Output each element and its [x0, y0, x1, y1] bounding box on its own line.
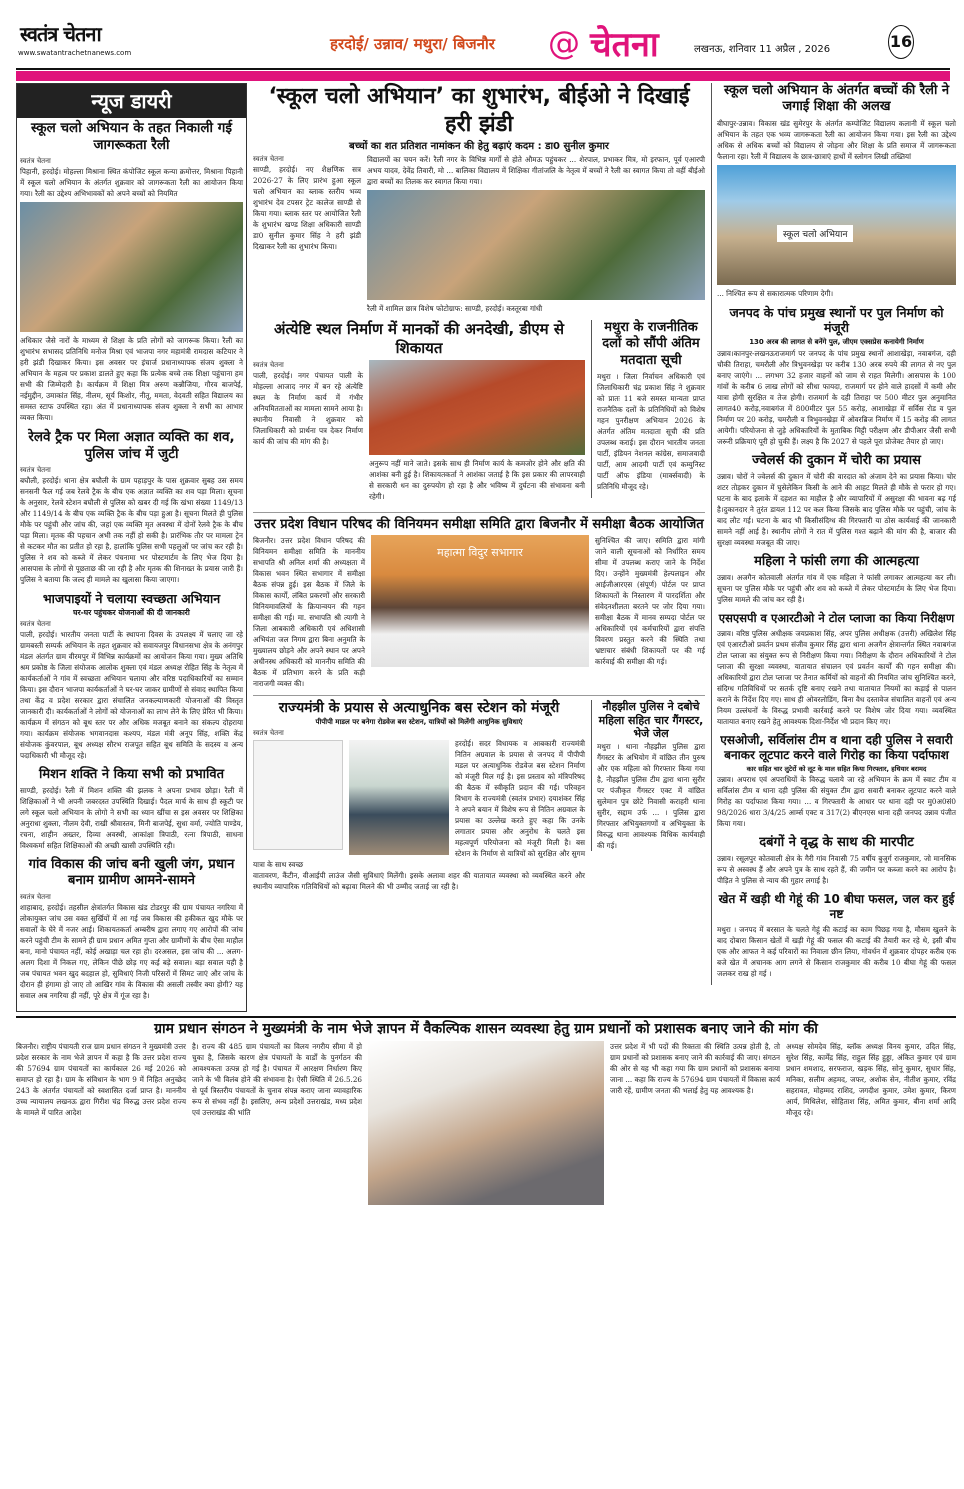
- center-lower: [253, 320, 705, 508]
- right-story-gang-busted: [717, 733, 956, 829]
- story-body: है। राज्य की 485 ग्राम पंचायतों का विलय नगरीय सीमा में हो चुका है, जिसके कारण क्षेत्र पंचायतों के वार्डों के पुनर्गठन की आवश्यकता उत्पन्न हो गई है। पंचायत में आरक्षण निर्धारण किए जाने के भी विलंब होने की संभावना है। ऐसी स्थिति में 26.5.26 से पूर्व त्रिस्तरीय पंचायतों के चुनाव संपन्न कराए जाना व्यावहारिक रूप से संभव नहीं है। इसलिए, अन्य प्रदेशों उत्तराखंड, मध्य प्रदेश एवं उत्तराखंड की भांति: [192, 1042, 362, 1118]
- council-col2: [371, 535, 589, 667]
- bottom-col4: [786, 1041, 956, 1118]
- story-body: पाली, हरदोई। नगर पंचायत पाली के मोहल्ला आजाद नगर में बन रहे अंत्येष्टि स्थल के निर्माण कार्य में गंभीर अनियमितताओं का मामला सामने आया है। स्थानीय निवासी ने शुक्रवार को जिलाधिकारी को प्रार्थना पत्र देकर निर्माण कार्य की जांच की मांग की है।: [253, 370, 363, 446]
- divider: [253, 695, 705, 696]
- news-diary-column: [16, 83, 247, 1012]
- story-mission-shakti: [20, 767, 243, 851]
- headline: मिशन शक्ति ने किया सभी को प्रभावित: [39, 766, 224, 782]
- byline: स्वतंत्र चेतना: [253, 360, 284, 369]
- headline: एसएसपी व एआरटीओ ने टोल प्लाजा का किया निरीक्षण: [718, 611, 955, 626]
- story-body: उत्तर प्रदेश में भी पदों की रिक्तता की स्थिति उत्पन्न होती है, तो ग्राम प्रधानों को प्रशासक बनाए जाने की कार्रवाई की जाए। संगठन की ओर से यह भी कहा गया कि ग्राम प्रधानों को प्रशासक बनाया जाना ... कहा कि राज्य के 57694 ग्राम पंचायतों में विकास कार्य जारी रहें, ग्रामीण जनता की भलाई हेतु यह आवश्यक है।: [610, 1042, 780, 1096]
- story-school-rally: [20, 120, 243, 423]
- headline: अंत्येष्टि स्थल निर्माण में मानकों की अनदेखी, डीएम से शिकायत: [273, 320, 564, 357]
- brand-logo: चेतना: [590, 25, 659, 65]
- lead-body-continued: विद्यालयों का चयन करें। रैली नगर के विभिन्न मार्गों से होते औमऊ पहुंचकर ... शेरपाल, प्रभाकर मित्र, मो इरफान, पूर्व एआरपी अभय यादव, देवेंद्र तिवारी, मो ... बालिका विद्यालय में शिक्षिका गीतांजलि के नेतृत्व में बच्चों ने रैली का स्वागत किया तो वहीं बीईओ द्वारा बच्चों का तिलक कर स्वागत किया गया।: [367, 155, 705, 186]
- right-story-crop-fire: [717, 892, 956, 979]
- byline: स्वतंत्र चेतना: [20, 619, 51, 628]
- right-story-jewellers: [717, 453, 956, 548]
- right-story-rally: [717, 83, 956, 299]
- cremation-col2: [369, 360, 585, 502]
- council-meeting-photo: [371, 535, 589, 667]
- center-bottom: [253, 700, 705, 893]
- byline: स्वतंत्र चेतना: [20, 156, 51, 165]
- headline: स्कूल चलो अभियान के तहत निकाली गई जागरूकता रैली: [31, 120, 232, 153]
- bottom-col1: [16, 1041, 186, 1118]
- header-accent-bar: [16, 71, 950, 81]
- headline: ज्वेलर्स की दुकान में चोरी का प्रयास: [752, 452, 921, 468]
- at-sign-logo: @: [548, 24, 580, 62]
- story-body: उन्नाव। रसूलपुर कोतवाली क्षेत्र के गैरी गांव निवासी 75 वर्षीय बुजुर्ग राजकुमार, जो मानसिक रूप से अस्वस्थ हैं और अपने पुत्र के साथ रहते हैं, की जमीन पर कब्जा करने का आरोप है। पीड़ित ने पुलिस से न्याय की गुहार लगाई है।: [717, 854, 956, 886]
- lead-photo: [367, 190, 705, 300]
- story-body: बघौली, हरदोई। थाना क्षेत्र बघौली के ग्राम पहाड़पुर के पास शुक्रवार सुबह उस समय सनसनी फैल गई जब रेलवे ट्रैक के बीच एक अज्ञात व्यक्ति का शव पड़ा मिला। सूचना के अनुसार, रेलवे स्टेशन बघौली से पुलिस को खबर दी गई कि खंभा संख्या 1149/13 और 1149/14 के बीच एक व्यक्ति ट्रैक के बीच पड़ा हुआ है। सूचना मिलते ही पुलिस मौके पर पहुंची और जांच की, जहां एक व्यक्ति मृत अवस्था में दोनों रेलवे ट्रैक के बीच पड़ा मिला। मृतक की पहचान अभी तक नहीं हो सकी है। प्रारंभिक तौर पर मामला ट्रेन से कटकर मौत का प्रतीत हो रहा है, हालांकि पुलिस सभी पहलुओं पर जांच कर रही है। पुलिस ने शव को कब्जे में लेकर पंचनामा भर पोस्टमार्टम के लिए भेज दिया है। आसपास के लोगों से पूछताछ की जा रही है और मृतक की शिनाख्त के प्रयास जारी हैं। पुलिस ने बताया कि जल्द ही मामले का खुलासा किया जाएगा।: [20, 475, 243, 584]
- header-rule: [16, 68, 950, 70]
- story-body: मथुरा । जिला निर्वाचन अधिकारी एवं जिलाधिकारी चंद्र प्रकाश सिंह ने शुक्रवार को प्रातः 11 बजे समस्त मान्यता प्राप्त राजनैतिक दलों के प्रतिनिधियों को विशेष गहन पुनरीक्षण अभियान 2026 के अंतर्गत अंतिम मतदाता सूची की प्रति उपलब्ध कराई। इस दौरान भारतीय जनता पार्टी, इंडियन नेशनल कांग्रेस, समाजवादी पार्टी, आम आदमी पार्टी एवं कम्युनिस्ट पार्टी ऑफ इंडिया (मार्क्सवादी) के प्रतिनिधि मौजूद रहे।: [597, 371, 705, 491]
- headline: खेत में खड़ी थी गेहूं की 10 बीघा फसल, जल कर हुई नष्ट: [718, 892, 955, 922]
- bottom-story: [16, 1016, 956, 1206]
- story-body-continued: वातावरण, कैंटीन, वीआईपी लाउंज जैसी सुविधाएं मिलेंगी। इसके अलावा शहर की यातायात व्यवस्था को व्यवस्थित करने और स्थानीय व्यापारिक गतिविधियों को बढ़ावा मिलने की भी उम्मीद जताई जा रही है।: [253, 871, 585, 892]
- right-column: [711, 83, 956, 985]
- lead-subhead: बच्चों का शत प्रतिशत नामांकन की हेतु बढ़ाएं कदम : डा0 सुनील कुमार: [348, 141, 609, 152]
- story-mathura-voter: [597, 320, 705, 492]
- headline: राज्यमंत्री के प्रयास से अत्याधुनिक बस स्टेशन को मंजूरी: [278, 699, 560, 716]
- byline: स्वतंत्र चेतना: [20, 465, 51, 474]
- rally-photo: [20, 202, 243, 332]
- photo-sign: महात्मा विदुर सभागार: [437, 545, 523, 559]
- headline: एसओजी, सर्विलांस टीम व थाना दही पुलिस ने सवारी बनाकर लूटपाट करने वाले गिरोह का किया पर्दाफाश: [720, 732, 953, 762]
- story-body: उन्नाव। अजगैन कोतवाली अंतर्गत गांव में एक महिला ने फांसी लगाकर आत्महत्या कर ली। सूचना पर पुलिस मौके पर पहुंची और शव को कब्जे में लेकर पोस्टमार्टम के लिए भेज दिया। पुलिस मामले की जांच कर रही है।: [717, 573, 956, 605]
- story-gangster: [591, 700, 705, 851]
- headline: रेलवे ट्रैक पर मिला अज्ञात व्यक्ति का शव, पुलिस जांच में जुटी: [28, 428, 235, 462]
- story-cremation: [253, 320, 585, 502]
- headline: उत्तर प्रदेश विधान परिषद की विनियमन समीक्षा समिति द्वारा बिजनौर में समीक्षा बैठक आयोजित: [254, 516, 704, 532]
- story-body: मथुरा । थाना नौहझील पुलिस द्वारा गैंगस्टर के अभियोग में वांछित तीन पुरुष और एक महिला को गिरफ्तार किया गया है, नौहझील पुलिस टीम द्वारा थाना सुरीर पर पंजीकृत गैंगस्टर एक्ट में वांछित सुलेमान पुत्र छोटे निवासी कराहरी थाना सुरीर, सद्दाम उर्फ ... । पुलिस द्वारा गिरफ्तार अभियुक्तगणों व अभियुक्ता के विरुद्ध थाना आवश्यक विधिक कार्यवाही की गई।: [597, 742, 705, 850]
- story-body: बीघापुर-उन्नाव। विकास खंड सुमेरपुर के अंतर्गत कम्पोजिट विद्यालय कलानी में स्कूल चलो अभियान के तहत एक भव्य जागरूकता रैली का आयोजन किया गया। इस रैली का उद्देश्य अधिक से अधिक बच्चों को विद्यालय से जोड़ना और शिक्षा के प्रति समाज में जागरूकता फैलाना रहा। रैली में विद्यालय के छात्र-छात्राएं हाथों में स्लोगन लिखी तख्तियां: [717, 118, 956, 161]
- lead-story: [253, 83, 705, 314]
- section-title: न्यूज डायरी: [17, 84, 246, 118]
- headline: महिला ने फांसी लगा की आत्महत्या: [754, 554, 919, 570]
- council-col3: [595, 535, 705, 667]
- headline: ग्राम प्रधान संगठन ने मुख्यमंत्री के नाम भेजे ज्ञापन में वैकल्पिक शासन व्यवस्था हेतु ग्राम प्रधानों को प्रशासक बनाए जाने की मांग की: [154, 1020, 818, 1037]
- story-body: हरदोई। सदर विधायक व आबकारी राज्यमंत्री नितिन अग्रवाल के प्रयास से जनपद में पीपीपी मडल पर अत्याधुनिक रोडवेज बस स्टेशन निर्माण को मंजूरी मिल गई है। इस प्रस्ताव को मंत्रिपरिषद की बैठक में स्वीकृति प्रदान की गई। परिवहन विभाग के राज्यमंत्री (स्वतंत्र प्रभार) दयाशंकर सिंह ने अपने बयान में विशेष रूप से नितिन अग्रवाल के प्रयास का उल्लेख करते हुए कहा कि उनके लगातार प्रयास और अनुरोध के चलते इस महत्वपूर्ण परियोजना को मंजूरी मिली है। बस स्टेशन के निर्माण से यात्रियों को सुरक्षित और सुगम यात्रा के साथ स्वच्छ: [253, 739, 585, 870]
- story-village-probe: [20, 857, 243, 1001]
- council-col1: [253, 535, 365, 689]
- photo-banner: स्कूल चलो अभियान: [777, 225, 853, 242]
- pradhan-group-photo: [368, 1041, 604, 1205]
- minister-photo: [349, 740, 449, 855]
- story-body: पाली, हरदोई। भारतीय जनता पार्टी के स्थापना दिवस के उपलक्ष्य में चलाए जा रहे ग्रामबस्ती सम्पर्क अभियान के तहत शुक्रवार को सवायजपुर विधानसभा क्षेत्र के अनंगपुर मंडल अंतर्गत ग्राम वीरमपुर में विभिन्न कार्यक्रमों का आयोजन किया गया। मुख्य अतिथि श्रम प्रकोष्ठ के जिला संयोजक आलोक शुक्ला एवं मंडल अध्यक्ष रोहित सिंह के नेतृत्व में कार्यकर्ताओं ने गांव में स्वच्छता अभियान चलाया और वरिष्ठ पदाधिकारियों का सम्मान किया। इस दौरान भाजपा कार्यकर्ताओं ने घर-घर जाकर ग्रामीणों से संवाद स्थापित किया तथा केंद्र व प्रदेश सरकार द्वारा संचालित जनकल्याणकारी योजनाओं की विस्तृत जानकारी दी। कार्यकर्ताओं ने लोगों को योजनाओं का लाभ लेने के लिए प्रेरित भी किया। कार्यक्रम में संगठन को बूथ स्तर पर और अधिक मजबूत बनाने का संकल्प दोहराया गया। कार्यक्रम संयोजक भगवानदास कश्यप, मंडल मंत्री अनूप सिंह, शक्ति केंद्र संयोजक कुंवरपाल, बूथ अध्यक्ष सौरभ राजपूत सहित बूथ समिति के सदस्य व अन्य पदाधिकारी भी मौजूद रहे।: [20, 629, 244, 760]
- rally-photo: [717, 165, 956, 285]
- masthead: [0, 0, 964, 68]
- story-body: पिहानी, हरदोई। मोहल्ला मिश्राना स्थित कंपोजिट स्कूल कन्या क्रमोत्तर, मिश्राना पिहानी में स्कूल चलो अभियान के अंतर्गत शुक्रवार को जागरूकता रैली का आयोजन किया गया। रैली का उद्देश्य अभिभावकों को अपने बच्चों को नियमित: [20, 166, 243, 198]
- story-body: उन्नाव। अपराध एवं अपराधियों के विरुद्ध चलाये जा रहे अभियान के क्रम में स्वाट टीम व सर्विलांस टीम व थाना दही पुलिस की संयुक्त टीम द्वारा सवारी बनाकर लूटपाट करने वाले गिरोह का पर्दाफाश किया गया। ... व गिरफ्तारी के आधार पर थाना दही पर मु0अ0सं0 98/2026 धारा 3/4/25 आर्म्स एक्ट व 317(2) बीएनएस थाना दही जनपद उन्नाव पंजीत किया गया।: [717, 775, 956, 829]
- story-body: बिजनौर। उत्तर प्रदेश विधान परिषद की विनियमन समीक्षा समिति के माननीय सभापति श्री अनिल शर्मा की अध्यक्षता में विकास भवन स्थित सभागार में समीक्षा बैठक संपन्न हुई। इस बैठक में जिले के विकास कार्यों, लंबित प्रकरणों और सरकारी विनियमावलियों के क्रियान्वयन की गहन समीक्षा की गई। मा. सभापति श्री त्यागी ने जिला आबकारी अधिकारी एवं अधिशासी अभियंता जल निगम द्वारा बिना अनुमति के मुख्यालय छोड़ने और अपने स्थान पर अपने अधीनस्थ अधिकारी को माननीय समिति की बैठक में प्रतिभाग करने के प्रति कड़ी नाराजगी व्यक्त की।: [253, 535, 365, 688]
- bottom-col2: [192, 1041, 362, 1118]
- story-railway-body: [20, 429, 243, 585]
- bottom-col3: [610, 1041, 780, 1096]
- page-body: [16, 83, 956, 1012]
- story-body-continued: अनुरूप नहीं माने जाते। इसके साथ ही निर्माण कार्य के कमजोर होने और क्षति की आशंका बनी हुई है। शिकायतकर्ता ने आशंका जताई है कि इस प्रकार की लापरवाही से सरकारी धन का दुरुपयोग हो रहा है और भविष्य में दुर्घटना की संभावना बनी रहेगी।: [369, 458, 585, 501]
- cremation-col1: [253, 360, 363, 447]
- mid-right-column: [591, 320, 705, 498]
- lead-body: साण्डी, हरदोई। नए शैक्षणिक सत्र 2026-27 के लिए प्रारंभ हुआ स्कूल चलो अभियान का ब्लाक स्तरीय भव्य शुभारंभ देव टपसर ट्रेट कालेज साण्डी से किया गया। ब्लाक स्तर पर आयोजित रैली के शुभारंभ खण्ड शिक्षा अधिकारी साण्डी डा0 सुनील कुमार सिंह ने हरी झंडी दिखाकर रैली का शुभारंभ किया।: [253, 165, 361, 251]
- headline: मथुरा के राजनीतिक दलों को सौंपी अंतिम मतदाता सूची: [602, 320, 700, 368]
- story-body: साण्डी, हरदोई। रैली में मिशन शक्ति की झलक ने अपना प्रभाव छोड़ा। रैली में शिक्षिकाओं ने भी अपनी जबरदस्त उपस्थिति दिखाई। पैदल मार्च के साथ ही स्कूटी पर लगे स्कूल चलो अभियान के लोगो ने सभी का ध्यान खींचा स इस अवसर पर शिक्षिका अनुराधा शुक्ला, नीलम देवी, राखी श्रीवास्तव, मिनी बाजपेई, सुधा वर्मा, ज्योति पाण्डेय, रचना, शाहीन अख्तर, दिव्या अवस्थी, आकांक्षा त्रिपाठी, रत्ना त्रिपाठी, साधना विश्वकर्मा सहित शिक्षिकाओं की अच्छी खासी उपस्थिति रही।: [20, 786, 243, 851]
- byline: स्वतंत्र चेतना: [253, 729, 284, 738]
- divider: [253, 512, 705, 513]
- dateline: लखनऊ, शनिवार 11 अप्रैल , 2026: [694, 44, 831, 55]
- byline: स्वतंत्र चेतना: [20, 892, 51, 901]
- edition-list: हरदोई/ उन्नाव/ मथुरा/ बिजनौर: [330, 35, 495, 53]
- subhead: पीपीपी माडल पर बनेगा रोडवेज बस स्टेशन, यात्रियों को मिलेंगी आधुनिक सुविधाएं: [315, 718, 523, 727]
- headline: दबंगों ने वृद्ध के साथ की मारपीट: [759, 835, 914, 851]
- center-main-stack: [253, 320, 585, 508]
- letter-document-image: [253, 740, 343, 850]
- headline: गांव विकास की जांच बनी खुली जंग, प्रधान बनाम ग्रामीण आमने-सामने: [28, 857, 235, 889]
- right-story-suicide: [717, 554, 956, 605]
- story-bus-station: [253, 700, 585, 893]
- story-body: उन्नाव। चोरों ने ज्वेलर्स की दुकान में चोरी की वारदात को अंजाम देने का प्रयास किया। चोर शटर तोड़कर दुकान में घुसेलेकिन किसी के आने की आहट मिलते ही मौके से फरार हो गए। घटना के बाद इलाके में दहशत का माहौल है और व्यापारियों में असुरक्षा की भावना बढ़ गई है।दुकानदार ने तुरंत डायल 112 पर कल किया जिसके बाद पुलिस मौके पर पहुंची, जांच के बाद लौट गई। घटना के बाद भी किसीसंदिग्ध की गिरफ्तारी या ठोस कार्यवाई की जानकारी सामने नहीं आई है। स्थानीय लोगों ने रात में पुलिस गश्त बढ़ाने की मांग की है, बाजार की सुरक्षा व्यवस्था मजबूत की जाए।: [717, 472, 956, 548]
- right-story-assault: [717, 835, 956, 886]
- headline: स्कूल चलो अभियान के अंतर्गत बच्चों की रैली ने जगाई शिक्षा की अलख: [723, 83, 950, 115]
- right-story-toll-plaza: [717, 611, 956, 726]
- subhead: कार सहित चार लुटेरों को लूट के माल सहित किया गिरफ्तार, हथियार बरामद: [746, 764, 927, 773]
- story-body: शाहाबाद, हरदोई। तहसील क्षेत्रांतर्गत विकास खंड टोडरपुर की ग्राम पंचायत नगरिया में लोकायुक्त जांच उस वक्त सुर्खियों में आ गई जब विकास की हकीकत खुद मौके पर सवालों के घेरे में नजर आई। शिकायतकर्ता अम्बरीष द्वारा लगाए गए आरोपों की जांच करने पहुंची टीम के सामने ही ग्राम प्रधान अमित गुप्ता और ग्रामीणों के बीच ऐसा माहौल बना, मानो पंचायत नहीं, कोई अखाड़ा चल रहा हो। दरअसल, इस जांच की ... अलग-अलग दिशा में निकल गए, लेकिन पीछे छोड़ गए कई बड़े सवाल। बड़ा सवाल यही है जब पंचायत भवन खुद बदहाल हो, सुविधाएं निजी परिसरों में सिमट जाएं और जांच के दौरान ही हंगामा हो जाए तो आखिर गांव के विकास की असली तस्वीर क्या होगी? यह सवाल अब नगरिया ही नहीं, पूरे क्षेत्र में गूंज रहा है।: [20, 902, 243, 1000]
- website-link[interactable]: www.swatantrachetnanews.com: [18, 49, 132, 57]
- lead-col2: [367, 154, 705, 314]
- newspaper-logo: स्वतंत्र चेतना: [20, 22, 101, 46]
- story-body: उन्नाव।कानपुर-लखनऊराजमार्ग पर जनपद के पांच प्रमुख स्थानों आशाखेड़ा, नवाबगंज, दही चौकी तिराहा, चमरौली और त्रिभुवनखेड़ा पर करीब 130 अरब रुपये की लागत से नए पुल बनाए जाएंगे। ... लगभग 32 हजार वाहनों को जाम से राहत मिलेगी। आसपास के 100 गांवों के करीब 6 लाख लोगों को सीधा फायदा, राजमार्ग पर होने वाले हादसों में कमी और यात्रा होगी सुरक्षित व तेज होगी। राजमार्ग के दही तिराहा पर 500 मीटर पुल अनुमानित लागत40 करोड़,नवाबगंज में 800मीटर पुल 55 करोड़, आशाखेड़ा में सर्विस रोड व पुल निर्माण पर 20 करोड़, चमरौली व त्रिभुवनखेड़ा में ओवरब्रिज निर्माण में 15 करोड़ की लागत आयेगी। परियोजना से जुड़े अधिकारियों के मुताबिक मिट्टी परीक्षण और डीपीआर जैसी सभी जरूरी प्रक्रियाएं पूरी हो चुकी हैं। लक्ष्य है कि 2027 से पहले पूरा प्रोजेक्ट तैयार हो जाए।: [717, 348, 956, 446]
- headline: भाजपाइयों ने चलाया स्वच्छता अभियान: [42, 590, 221, 606]
- lead-col1: [253, 154, 361, 252]
- headline: जनपद के पांच प्रमुख स्थानों पर पुल निर्माण को मंजूरी: [729, 304, 944, 336]
- subhead: घर-घर पहुंचकर योजनाओं की दी जानकारी: [73, 608, 190, 618]
- story-body-continued: अधिकार जैसे नारों के माध्यम से शिक्षा के प्रति लोगों को जागरूक किया। रैली का शुभारंभ सभासद प्रतिनिधि मनोज मिश्रा एवं भाजपा नगर महामंत्री रामदास कटियार ने हरी झंडी दिखाकर किया। इस अवसर पर इंचार्ज प्रधानाध्यापक संजय शुक्ला ने अभियान के महत्व पर प्रकाश डालते हुए कहा कि प्रत्येक बच्चे तक शिक्षा पहुंचाना हम सभी की जिम्मेदारी है। कार्यक्रम में शिक्षा मित्र अरुण कन्नौजिया, गौरव बाजपेई, नईमुद्दीन, उमाकांत सिंह, नीलम, सूर्य किशोर, नीतू, ममता, वेदवती सहित विद्यालय का समस्त स्टाफ उपस्थित रहा। अंत में प्रधानाध्यापक संजय शुक्ला ने सभी का आभार व्यक्त किया।: [20, 335, 243, 422]
- center-column: [253, 83, 705, 892]
- subhead: 130 अरब की लागत से बनेंगे पुल, जीएम एक्सप्रेस कनायेगी निर्माण: [749, 337, 924, 346]
- headline: नौहझील पुलिस ने दबोचे महिला सहित चार गैंगस्टर, भेजे जेल: [598, 699, 704, 741]
- byline: स्वतंत्र चेतना: [253, 155, 284, 163]
- lead-caption-tail: रैली में शामिल छात्र विशेष फोटोग्राफ: साण्डी, हरदोई। कस्तूरबा गांधी: [367, 304, 543, 313]
- story-body-continued: सुनिश्चित की जाए। समिति द्वारा मांगी जाने वाली सूचनाओं को निर्धारित समय सीमा में उपलब्ध कराए जाने के निर्देश दिए। उन्होंने मुख्यमंत्री हेल्पलाइन और आईजीआरएस (संपूर्ण) पोर्टल पर प्राप्त शिकायतों के निस्तारण में पारदर्शिता और संवेदनशीलता बरतने पर जोर दिया गया। समीक्षा बैठक में मानव सम्पदा पोर्टल पर अधिकारियों एवं कर्मचारियों द्वारा संपत्ति विवरण प्रस्तुत करने की स्थिति तथा भ्रष्टाचार संबंधी शिकायतों पर की गई कार्रवाई की समीक्षा की गई।: [595, 535, 705, 666]
- story-body: अध्यक्ष सोमदेव सिंह, ब्लॉक अध्यक्ष विनय कुमार, उदित सिंह, सुरेश सिंह, कार्मेंद्र सिंह, राहुल सिंह हुड्डा, अंकित कुमार एवं ग्राम प्रधान शमशाद, सरफराज, खड़क सिंह, सोनू कुमार, सुधार सिंह, मनिका, सलीम अहमद, जफर, अशोक सेन, नीतीश कुमार, रविंद्र सहरावत, मोहम्मद राशिद, जगदीश कुमार, उमेश कुमार, किरण आर्य, मिथिलेश, सोहिताश सिंह, अमित कुमार, बीना शर्मा आदि मौजूद रहे।: [786, 1042, 956, 1118]
- cremation-photo: [369, 360, 585, 455]
- story-body: मथुरा । जनपद में बरसात के चलते गेहूं की कटाई का काम पिछड़ गया है, मौसम खुलने के बाद दोबारा किसान खेतों में खड़ी गेहूं की फसल की कटाई की तैयारी कर रहे थे, इसी बीच एक और आफत ने कई परिवारों का निवाला छीन लिया, गोवर्धन में शुक्रवार दोपहर करीब एक बजे खेत में अचानक आग लगने से किसान राजकुमार की करीब 10 बीघा गेहूं की फसल जलकर राख हो गई ।: [717, 925, 956, 979]
- story-council: [253, 517, 705, 689]
- story-body: बिजनौर। राष्ट्रीय पंचायती राज ग्राम प्रधान संगठन ने मुख्यमंत्री उत्तर प्रदेश सरकार के नाम भेजे ज्ञापन में कहा है कि उत्तर प्रदेश राज्य की 57694 ग्राम पंचायतों का कार्यकाल 26 मई 2026 को समाप्त हो रहा है। ग्राम के संविधान के भाग 9 में निहित अनुच्छेद 243 के अंतर्गत पंचायतों को स्वशासित दर्जा प्राप्त है। माननीय उच्च न्यायालय लखनऊ द्वारा गिरीश चंद्र विरुद्ध उत्तर प्रदेश राज्य के मामले में पारित आदेश: [16, 1042, 186, 1118]
- page-number: 16: [888, 25, 914, 59]
- story-body: उन्नाव। वरिष्ठ पुलिस अधीक्षक जयप्रकाश सिंह, अपर पुलिस अधीक्षक (उत्तरी) अखिलेश सिंह एवं एआरटीओ प्रवर्तन प्रथम संजीव कुमार सिंह द्वारा थाना अजगैन क्षेत्रान्तर्गत स्थित नवाबगंज टोल प्लाजा का संयुक्त रूप से निरीक्षण किया गया। निरीक्षण के दौरान अधिकारियों ने टोल प्लाजा की सुरक्षा व्यवस्था, यातायात संचालन एवं प्रवर्तन कार्यों की गहन समीक्षा की। अधिकारियों द्वारा टोल प्लाजा पर तैनात कर्मियों को वाहनों की नियमित जांच सुनिश्चित करने, संदिग्ध गतिविधियों पर सतर्क दृष्टि बनाए रखने तथा यातायात नियमों का कड़ाई से पालन कराने के निर्देश दिए गए। साथ ही ओवरलोडिंग, बिना वैध दस्तावेज संचालित वाहनों एवं अन्य नियम उल्लंघनों के विरुद्ध प्रभावी कार्रवाई करने पर विशेष जोर दिया गया। व्यवस्थित यातायात बनाए रखने हेतु आवश्यक दिशा-निर्देश भी प्रदान किए गए।: [717, 628, 956, 726]
- lead-headline: ‘स्कूल चलो अभियान’ का शुभारंभ, बीईओ ने दिखाई हरी झंडी: [268, 84, 690, 137]
- story-cleanliness: [20, 591, 243, 761]
- right-story-bridges: [717, 305, 956, 447]
- story-body-continued: ... निश्चित रूप से सकारात्मक परिणाम देगी।: [717, 288, 834, 298]
